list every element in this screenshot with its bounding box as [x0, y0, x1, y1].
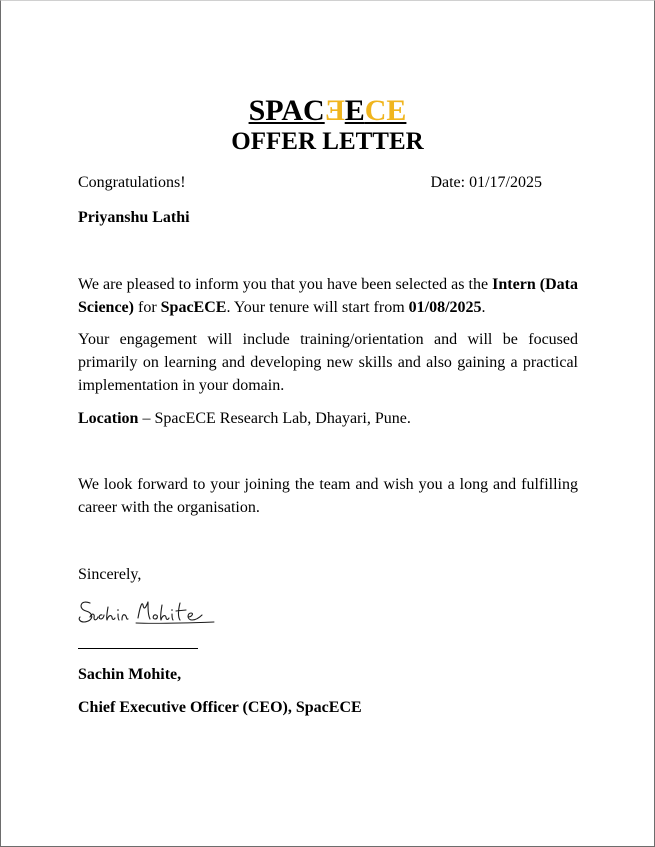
para1-text: for: [133, 299, 161, 316]
logo-middle-e: E: [344, 94, 365, 127]
signature-line: [78, 648, 198, 649]
greeting: Congratulations!: [78, 174, 186, 191]
document-title: OFFER LETTER: [231, 128, 424, 155]
logo-suffix: CE: [364, 94, 407, 127]
start-date: 01/08/2025: [408, 299, 482, 316]
para1-text: . Your tenure will start from: [226, 299, 409, 316]
logo-wordmark: [249, 94, 407, 127]
company-logo: [1, 93, 654, 129]
company-name: SpacECE: [160, 299, 227, 316]
location-label: Location: [78, 410, 139, 427]
header-row: [78, 173, 542, 193]
engagement-paragraph: Your engagement will include training/orientation and will be focused primarily on learning and developing new skills and also gaining a practical implementation in your domain.: [78, 331, 578, 394]
handwritten-signature: [76, 593, 216, 631]
signer-name: Sachin Mohite,: [78, 666, 182, 683]
letter-date: Date: 01/17/2025: [430, 174, 542, 191]
para1-text: .: [481, 299, 486, 316]
location-value: – SpacECE Research Lab, Dhayari, Pune.: [138, 410, 411, 427]
logo-prefix: SPAC: [248, 94, 325, 127]
recipient-name: Priyanshu Lathi: [78, 209, 190, 226]
closing-paragraph: We look forward to your joining the team and wish you a long and fulfilling career with the organisation.: [78, 476, 578, 516]
signer-title: Chief Executive Officer (CEO), SpacECE: [78, 699, 362, 716]
selection-paragraph: [78, 273, 578, 319]
logo-mirrored-e: E: [324, 94, 345, 127]
role-name: Intern (Data Science): [78, 276, 579, 316]
location-line: [78, 407, 578, 430]
closing-salutation: Sincerely,: [78, 566, 142, 583]
para1-text: We are pleased to inform you that you have been selected as the: [78, 276, 493, 293]
